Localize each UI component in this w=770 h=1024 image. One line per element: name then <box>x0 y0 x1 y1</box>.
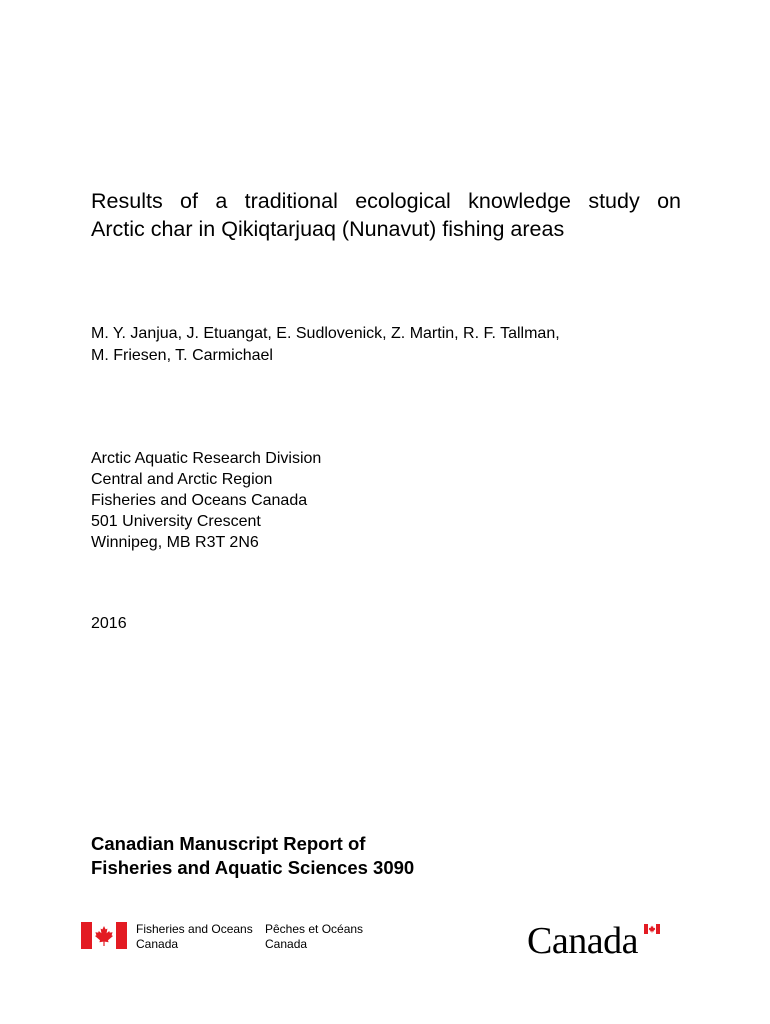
report-title-line-2: Arctic char in Qikiqtarjuaq (Nunavut) fishing areas <box>91 217 565 241</box>
address-line-2: Central and Arctic Region <box>91 471 273 488</box>
department-name-french <box>265 922 363 952</box>
department-name-english-line-2: Canada <box>136 937 179 951</box>
report-series-line-2: Fisheries and Aquatic Sciences 3090 <box>91 857 415 878</box>
department-name-english-line-1: Fisheries and Oceans <box>136 922 253 936</box>
wordmark-flag-icon <box>644 924 660 934</box>
report-series <box>91 832 414 880</box>
department-name-french-line-1: Pêches et Océans <box>265 922 364 936</box>
report-title-line-1: Results of a traditional ecological knowledge study on <box>91 189 681 213</box>
report-series-line-1: Canadian Manuscript Report of <box>91 833 366 854</box>
address-line-1: Arctic Aquatic Research Division <box>91 450 322 467</box>
canada-wordmark: Canada <box>527 920 638 962</box>
address-line-4: 501 University Crescent <box>91 513 261 530</box>
publication-year: 2016 <box>91 615 127 632</box>
report-title <box>91 187 681 243</box>
department-name-english <box>136 922 253 952</box>
address-line-3: Fisheries and Oceans Canada <box>91 492 308 509</box>
government-footer <box>0 915 770 975</box>
address-line-5: Winnipeg, MB R3T 2N6 <box>91 534 259 551</box>
author-list-line-1: M. Y. Janjua, J. Etuangat, E. Sudlovenick, Z. Martin, R. F. Tallman, <box>91 325 560 342</box>
canada-flag-icon <box>81 922 127 949</box>
institution-address <box>91 448 491 553</box>
author-list <box>91 323 691 367</box>
department-name-french-line-2: Canada <box>265 937 308 951</box>
author-list-line-2: M. Friesen, T. Carmichael <box>91 347 273 364</box>
